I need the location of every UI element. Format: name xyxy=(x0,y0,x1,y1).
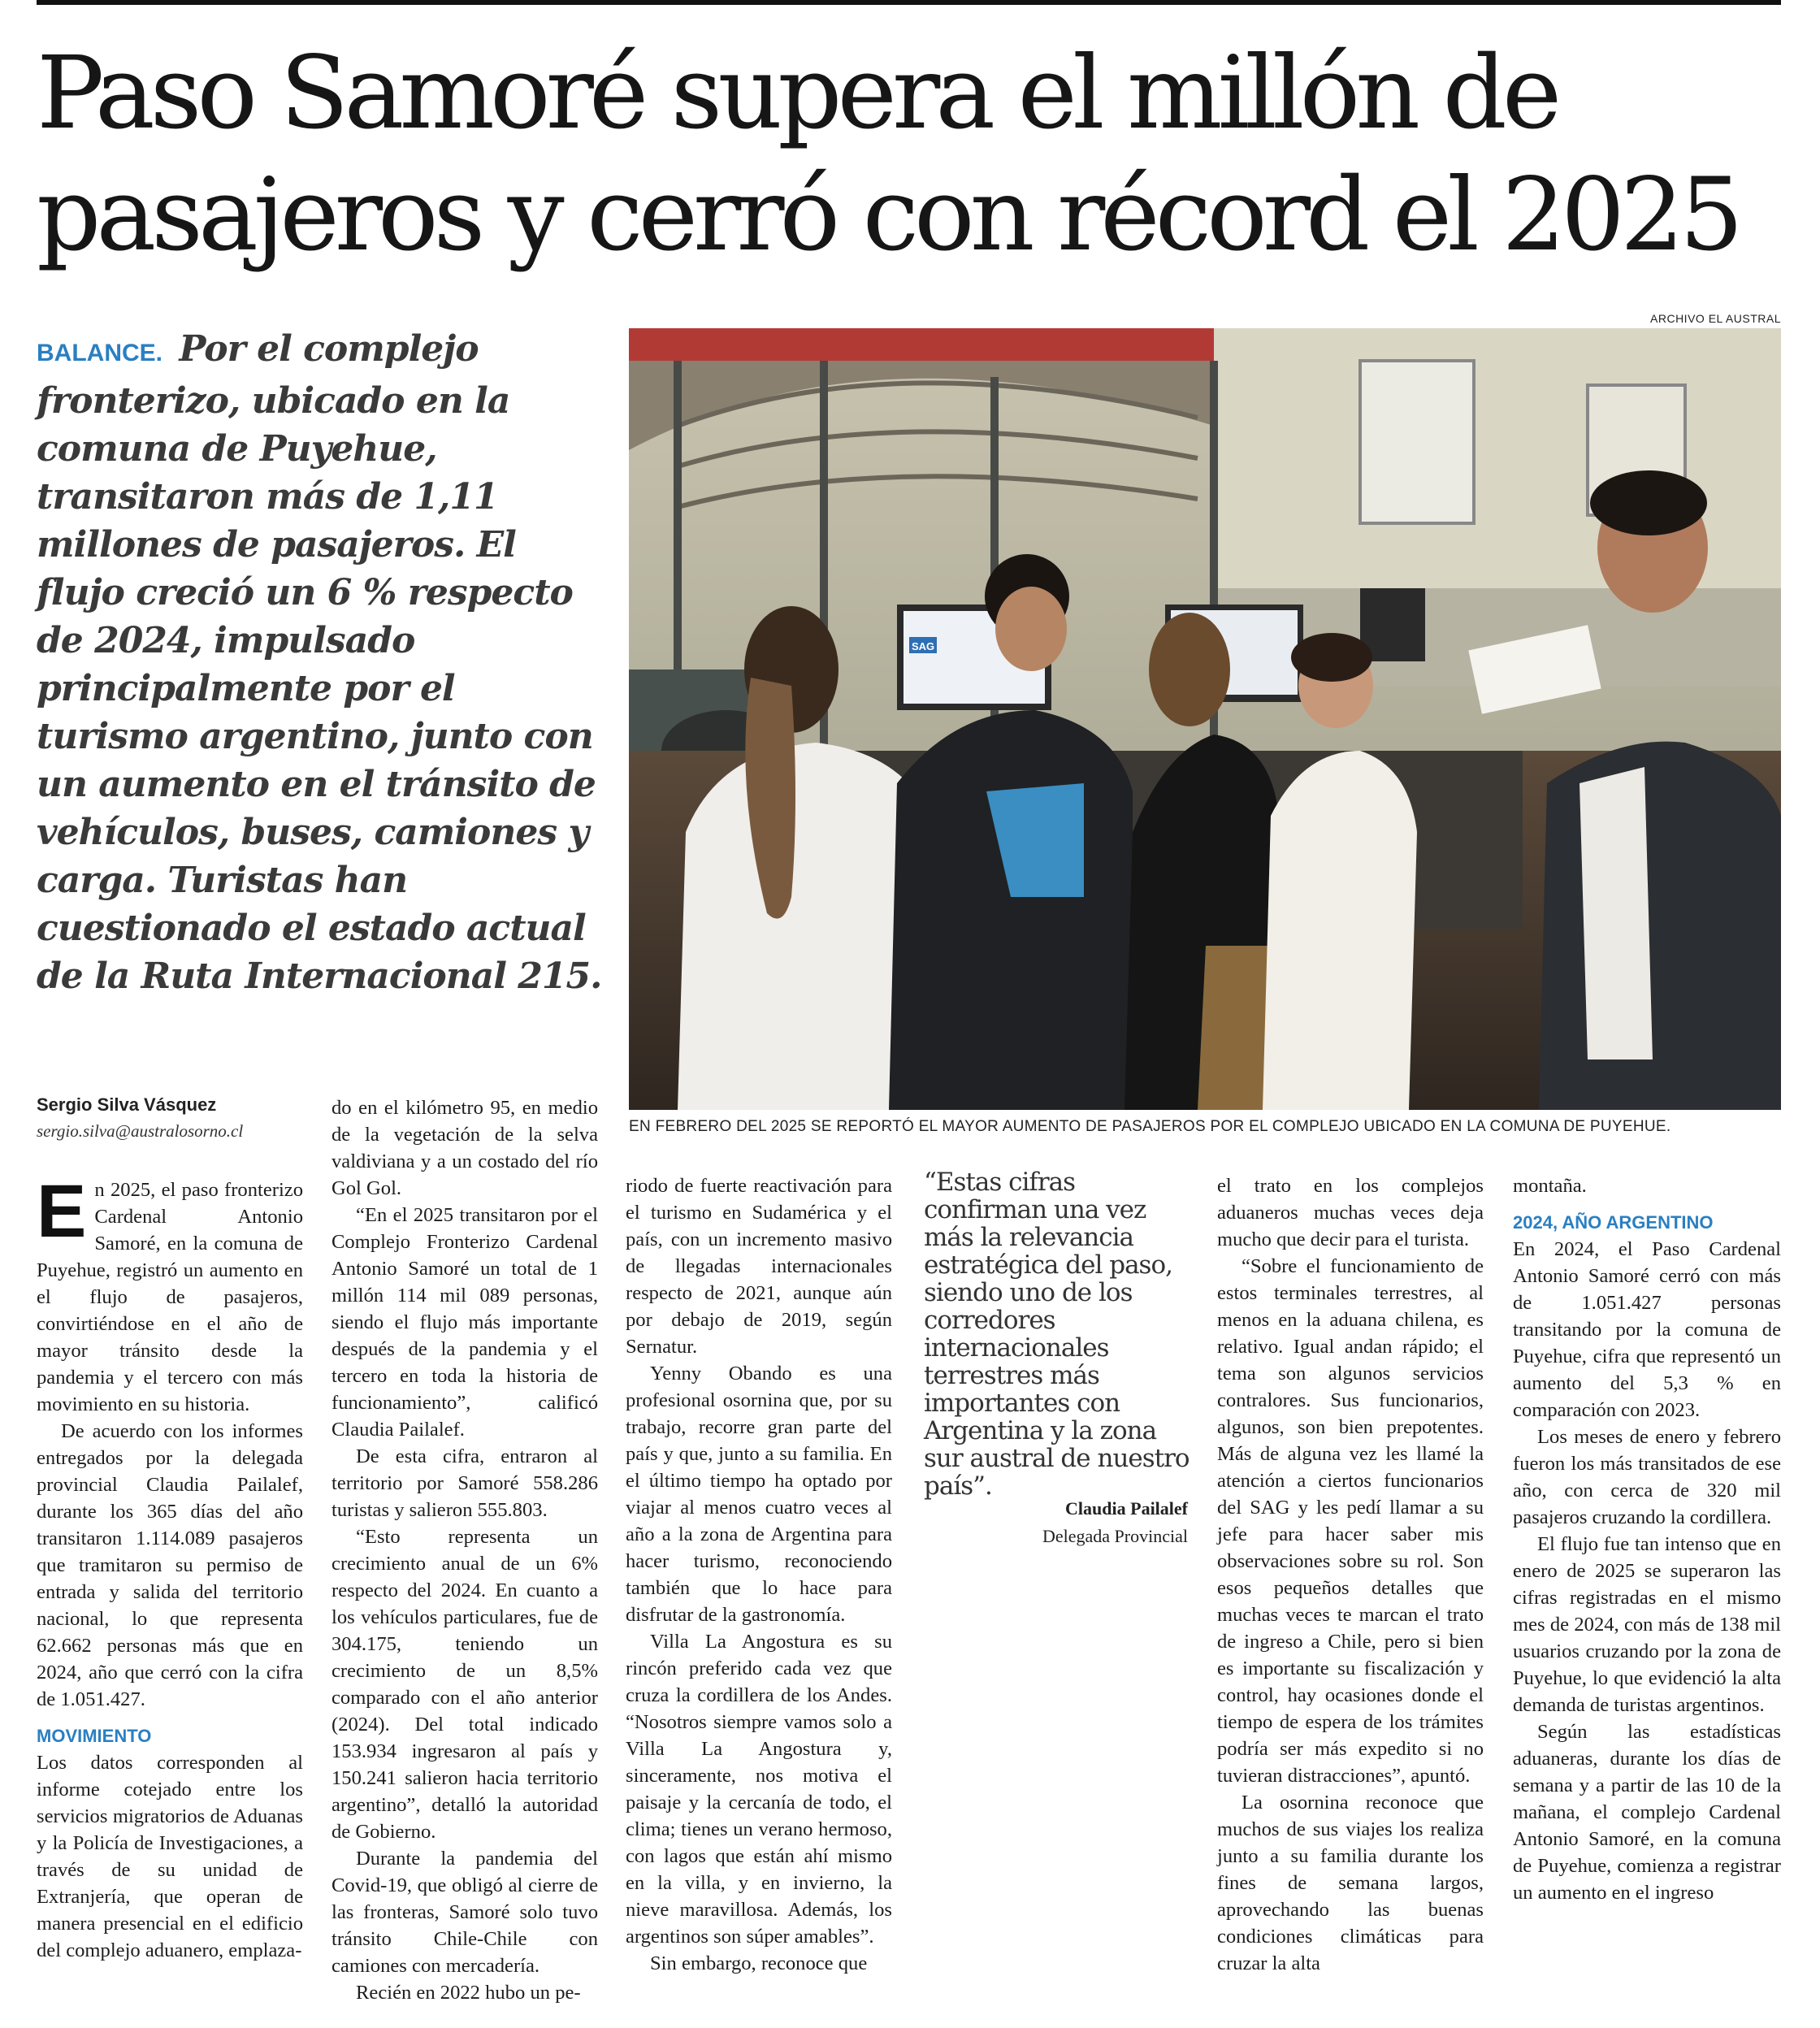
col6-paragraph-1: montaña. xyxy=(1513,1175,1587,1197)
monitor-label: SAG xyxy=(912,640,935,652)
article-column-1 xyxy=(37,1170,303,1964)
pull-quote: “Estas cifras confirman una vez más la relevancia estratégica del paso, siendo uno de los corredores internacionales terrestres más importantes con Argentina y la zona sur austral de nuestro país”. xyxy=(924,1168,1190,1501)
news-photo xyxy=(629,328,1781,1110)
col6-paragraph-5: Según las estadísticas aduaneras, durante los días de semana y a partir de las 10 de la mañana, el complejo Cardenal Antonio Samoré, en la comuna de Puyehue, comienza a registrar un aumento en el ingreso xyxy=(1513,1721,1781,1904)
col3-paragraph-3: Villa La Angostura es su rincón preferido cada vez que cruza la cordillera de los Andes. “Nosotros siempre vamos solo a Villa La Angostura y, sinceramente, nos motiva el paisaje y la cercanía de todo, el clima; tienes un verano hermoso, con lagos que están ahí mismo en la villa, y en invierno, la nieve maravillosa. Además, los argentinos son súper amables”. xyxy=(626,1631,892,1948)
col3-paragraph-1: riodo de fuerte reactivación para el turismo en Sudamérica y el país, con un incremento masivo de llegadas internacionales respecto de 2021, aunque aún por debajo de 2019, según Sernatur. xyxy=(626,1175,892,1358)
top-rule xyxy=(37,0,1781,5)
byline-author: Sergio Silva Vásquez xyxy=(37,1094,217,1115)
col5-paragraph-2: “Sobre el funcionamiento de estos terminales terrestres, al menos en la aduana chilena, es relativo. Igual andan rápido; el tema son algunos servicios contralores. Sus funcionarios, algunos, son bien prepotentes. Más de alguna vez les llamé la atención a ciertos funcionarios del SAG y les pedí llamar a su jefe para hacer saber mis observaciones sobre su rol. Son esos pequeños detalles que muchas veces te marcan el trato de ingreso a Chile, pero si bien es importante su fiscalización y control, hay ocasiones donde el tiempo de espera de los trámites podría ser más expedito si no tuvieran distracciones”, apuntó. xyxy=(1217,1255,1484,1787)
article-column-3 xyxy=(626,1172,892,1977)
lead-kicker: BALANCE. xyxy=(37,340,162,366)
col6-paragraph-2: En 2024, el Paso Cardenal Antonio Samoré cerró con más de 1.051.427 personas transitando por la comuna de Puyehue, cifra que representó un aumento del 5,3 % en comparación con 2023. xyxy=(1513,1238,1781,1421)
col3-paragraph-4: Sin embargo, reconoce que xyxy=(650,1952,868,1974)
drop-cap: E xyxy=(37,1170,87,1253)
subhead-2024-ano-argentino: 2024, AÑO ARGENTINO xyxy=(1513,1212,1714,1233)
byline-email[interactable]: sergio.silva@australosorno.cl xyxy=(37,1121,244,1141)
col5-paragraph-3: La osornina reconoce que muchos de sus viajes los realiza junto a su familia durante los fines de semana largos, aprovechando las buenas condiciones climáticas para cruzar la alta xyxy=(1217,1792,1484,1974)
article-column-2 xyxy=(332,1094,598,2006)
photo-caption: EN FEBRERO DEL 2025 SE REPORTÓ EL MAYOR AUMENTO DE PASAJEROS POR EL COMPLEJO UBICADO EN LA COMUNA DE PUYEHUE. xyxy=(629,1118,1671,1135)
pull-quote-name: Claudia Pailalef xyxy=(1065,1498,1188,1519)
col2-paragraph-6: Recién en 2022 hubo un pe- xyxy=(356,1982,581,2004)
col2-paragraph-4: “Esto representa un crecimiento anual de un 6% respecto del 2024. En cuanto a los vehículos particulares, fue de 304.175, teniendo un crecimiento de un 8,5% comparado con el año anterior (2024). Del total indicado 153.934 ingresaron al país y 150.241 salieron hacia territorio argentino”, detalló la autoridad de Gobierno. xyxy=(332,1526,598,1843)
subhead-movimiento: MOVIMIENTO xyxy=(37,1726,152,1746)
article-column-6 xyxy=(1513,1172,1781,1906)
col2-paragraph-2: “En el 2025 transitaron por el Complejo Fronterizo Cardenal Antonio Samoré un total de 1 millón 114 mil 089 personas, siendo el flujo más importante después de la pandemia y el tercero en toda la historia de funcionamiento”, calificó Claudia Pailalef. xyxy=(332,1204,598,1441)
photo-illustration xyxy=(629,328,1781,1110)
col1-paragraph-1: n 2025, el paso fronterizo Cardenal Antonio Samoré, en la comuna de Puyehue, registró un aumento en el flujo de pasajeros, convirtiéndose en el año de mayor tránsito desde la pandemia y el tercero con más movimiento en su historia. xyxy=(37,1179,303,1415)
col6-paragraph-3: Los meses de enero y febrero fueron los más transitados de ese año, con cerca de 320 mil pasajeros cruzando la cordillera. xyxy=(1513,1426,1781,1528)
col6-paragraph-4: El flujo fue tan intenso que en enero de 2025 se superaron las cifras registradas en el mismo mes de 2024, con más de 138 mil usuarios cruzando por la zona de Puyehue, lo que evidenció la alta demanda de turistas argentinos. xyxy=(1513,1533,1781,1716)
col3-paragraph-2: Yenny Obando es una profesional osornina que, por su trabajo, recorre gran parte del país y que, junto a su familia. En el último tiempo ha optado por viajar al menos cuatro veces al año a la zona de Argentina para hacer turismo, reconociendo también que lo hace para disfrutar de la gastronomía. xyxy=(626,1363,892,1626)
col2-paragraph-5: Durante la pandemia del Covid-19, que obligó al cierre de las fronteras, Samoré solo tuvo tránsito Chile-Chile con camiones con mercadería. xyxy=(332,1848,598,1977)
col2-paragraph-3: De esta cifra, entraron al territorio por Samoré 558.286 turistas y salieron 555.803. xyxy=(332,1445,598,1521)
col1-paragraph-3: Los datos corresponden al informe cotejado entre los servicios migratorios de Aduanas y la Policía de Investigaciones, a través de su unidad de Extranjería, que operan de manera presencial en el edificio del complejo aduanero, emplaza- xyxy=(37,1752,303,1961)
pull-quote-role: Delegada Provincial xyxy=(1042,1526,1188,1546)
photo-credit: ARCHIVO EL AUSTRAL xyxy=(1650,312,1781,325)
headline: Paso Samoré supera el millón de pasajeros y cerró con récord el 2025 xyxy=(37,35,1739,274)
col5-paragraph-1: el trato en los complejos aduaneros muchas veces deja mucho que decir para el turista. xyxy=(1217,1175,1484,1250)
article-column-5 xyxy=(1217,1172,1484,1977)
col2-paragraph-1: do en el kilómetro 95, en medio de la vegetación de la selva valdiviana y a un costado del río Gol Gol. xyxy=(332,1097,598,1199)
lead-paragraph xyxy=(37,325,605,1000)
lead-text: Por el complejo fronterizo, ubicado en la comuna de Puyehue, transitaron más de 1,11 millones de pasajeros. El flujo creció un 6 % respecto de 2024, impulsado principalmente por el turismo argentino, junto con un aumento en el tránsito de vehículos, buses, camiones y carga. Turistas han cuestionado el estado actual de la Ruta Internacional 215. xyxy=(37,328,602,997)
col1-paragraph-2: De acuerdo con los informes entregados por la delegada provincial Claudia Pailalef, durante los 365 días del año transitaron 1.114.089 pasajeros que tramitaron su permiso de entrada y salida del territorio nacional, lo que representa 62.662 personas más que en 2024, año que cerró con la cifra de 1.051.427. xyxy=(37,1420,303,1710)
